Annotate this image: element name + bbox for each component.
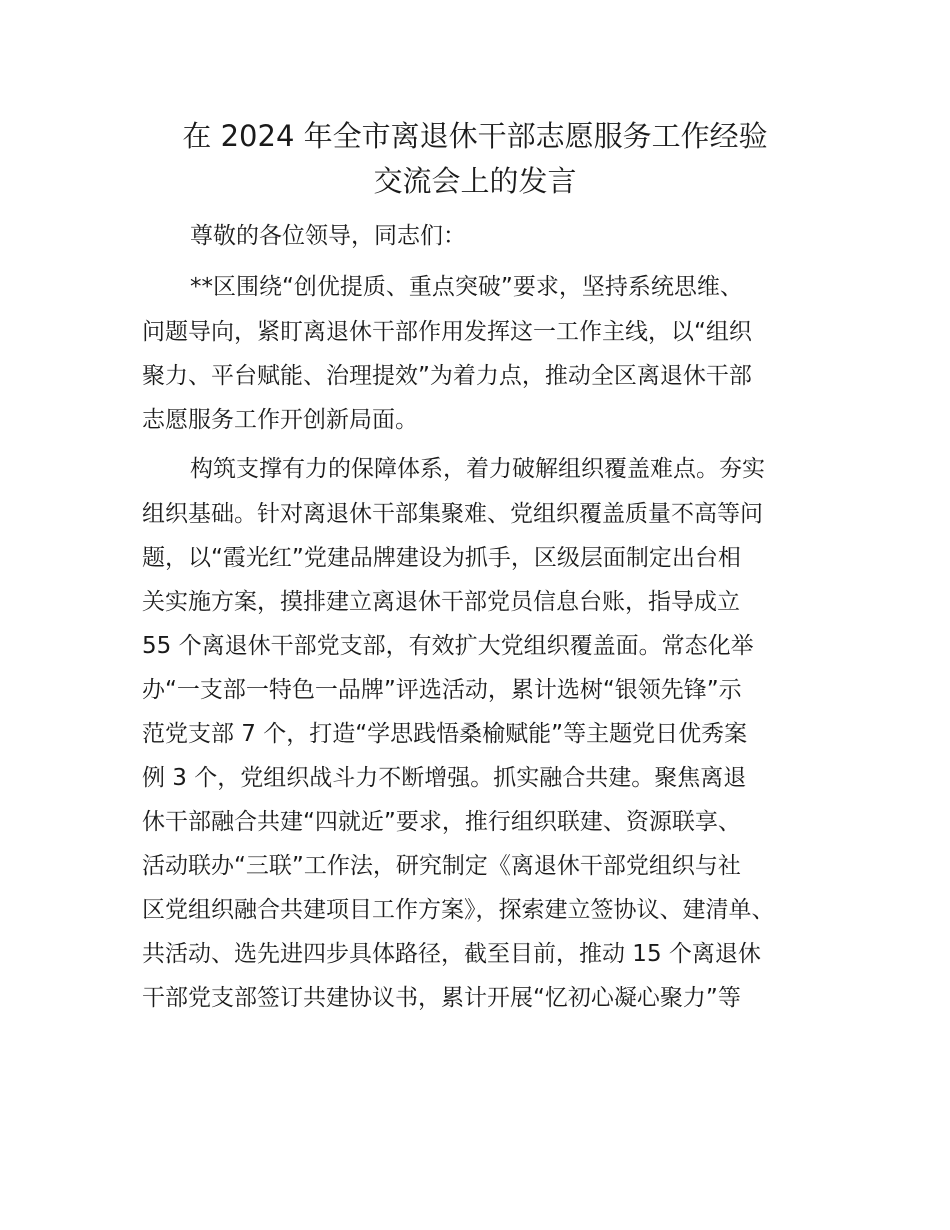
- paragraph-2-line-8: 例 3 个，党组织战斗力不断增强。抓实融合共建。聚焦离退: [142, 765, 747, 791]
- paragraph-2-line-5: 55 个离退休干部党支部，有效扩大党组织覆盖面。常态化举: [142, 633, 754, 659]
- paragraph-1-line-2: 问题导向，紧盯离退休干部作用发挥这一工作主线，以“组织: [142, 319, 752, 345]
- document-title-line-2: 交流会上的发言: [373, 164, 577, 198]
- paragraph-1-line-3: 聚力、平台赋能、治理提效”为着力点，推动全区离退休干部: [142, 363, 752, 389]
- paragraph-2-line-12: 共活动、选先进四步具体路径，截至目前，推动 15 个离退休: [142, 941, 761, 967]
- document-title-line-1: 在 2024 年全市离退休干部志愿服务工作经验: [182, 119, 768, 153]
- paragraph-2-line-11: 区党组织融合共建项目工作方案》，探索建立签协议、建清单、: [142, 897, 775, 923]
- paragraph-2-line-6: 办“一支部一特色一品牌”评选活动，累计选树“银领先锋”示: [142, 677, 742, 703]
- paragraph-2-line-7: 范党支部 7 个，打造“学思践悟桑榆赋能”等主题党日优秀案: [142, 721, 748, 747]
- paragraph-2-line-3: 题，以“霞光红”党建品牌建设为抓手，区级层面制定出台相: [142, 545, 741, 571]
- paragraph-2-line-9: 休干部融合共建“四就近”要求，推行组织联建、资源联享、: [142, 809, 741, 835]
- paragraph-2-line-13: 干部党支部签订共建协议书，累计开展“忆初心凝心聚力”等: [142, 985, 741, 1011]
- paragraph-1-line-1: **区围绕“创优提质、重点突破”要求，坚持系统思维、: [190, 274, 743, 300]
- paragraph-2-line-10: 活动联办“三联”工作法，研究制定《离退休干部党组织与社: [142, 853, 741, 879]
- paragraph-2-line-4: 关实施方案，摸排建立离退休干部党员信息台账，指导成立: [142, 589, 740, 615]
- salutation: 尊敬的各位领导，同志们：: [190, 223, 466, 249]
- paragraph-1-line-4: 志愿服务工作开创新局面。: [142, 407, 418, 433]
- paragraph-2-line-1: 构筑支撑有力的保障体系，着力破解组织覆盖难点。夯实: [190, 456, 765, 482]
- paragraph-2-line-2: 组织基础。针对离退休干部集聚难、党组织覆盖质量不高等问: [142, 501, 763, 527]
